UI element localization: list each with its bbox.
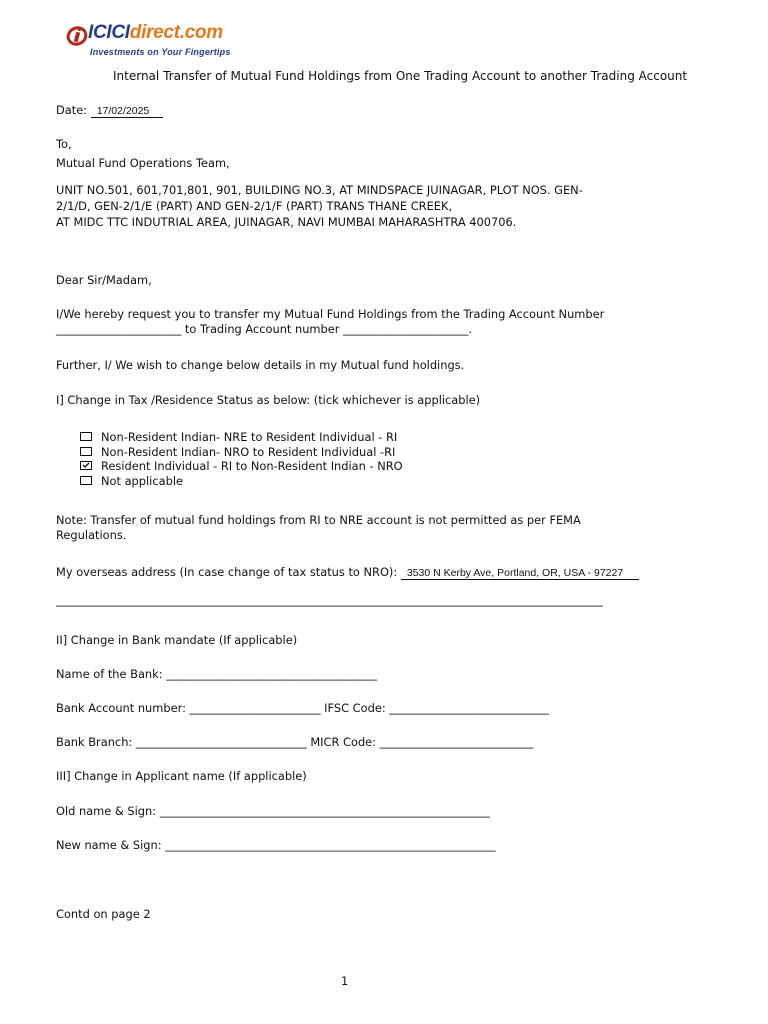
address-line-3: AT MIDC TTC INDUTRIAL AREA, JUINAGAR, NAVI MUMBAI MAHARASHTRA 400706. <box>56 215 517 229</box>
bank-branch-micr-row[interactable]: Bank Branch: ______________________________ MICR Code: ___________________________ <box>56 735 534 749</box>
date-row <box>56 103 163 118</box>
note-line-2: Regulations. <box>56 528 127 542</box>
continued-note: Contd on page 2 <box>56 907 151 921</box>
overseas-address-label: My overseas address (In case change of tax status to NRO): <box>56 565 398 579</box>
logo-brand-icici: ICICI <box>88 22 130 43</box>
note-line-1: Note: Transfer of mutual fund holdings from RI to NRE account is not permitted as per FEMA <box>56 513 581 527</box>
to-line: To, <box>56 137 72 151</box>
bank-name-field[interactable]: Name of the Bank: _____________________________________ <box>56 667 377 681</box>
logo-tagline: Investments on Your Fingertips <box>90 47 231 57</box>
section-1-heading: I] Change in Tax /Residence Status as below: (tick whichever is applicable) <box>56 393 481 407</box>
section-2-heading: II] Change in Bank mandate (If applicable) <box>56 633 298 647</box>
request-line-1: I/We hereby request you to transfer my Mutual Fund Holdings from the Trading Account Number <box>56 307 605 321</box>
recipient-line: Mutual Fund Operations Team, <box>56 156 230 170</box>
checkbox-checked[interactable] <box>80 461 92 470</box>
old-name-sign-field[interactable]: Old name & Sign: __________________________________________________________ <box>56 804 491 818</box>
logo-wordmark <box>88 22 223 44</box>
form-title: Internal Transfer of Mutual Fund Holdings from One Trading Account to another Trading Account <box>113 69 688 83</box>
overseas-address-line-2[interactable]: ________________________________________________________________________________________________ <box>56 593 603 607</box>
checkbox[interactable] <box>80 432 92 441</box>
request-line-2: ______________________ to Trading Account number ______________________. <box>56 322 472 336</box>
page-number: 1 <box>341 974 349 988</box>
logo-brand-direct: direct.com <box>129 22 223 43</box>
option-label: Non-Resident Indian- NRO to Resident Individual -RI <box>101 445 396 459</box>
option-label: Resident Individual - RI to Non-Resident Indian - NRO <box>101 459 403 473</box>
new-name-sign-field[interactable]: New name & Sign: __________________________________________________________ <box>56 838 496 852</box>
icici-logo-icon <box>66 24 88 46</box>
overseas-address-row <box>56 565 639 580</box>
icici-direct-logo <box>66 22 266 62</box>
check-mark-icon <box>82 462 90 468</box>
salutation: Dear Sir/Madam, <box>56 273 152 287</box>
checkbox[interactable] <box>80 476 92 485</box>
checkbox[interactable] <box>80 447 92 456</box>
overseas-address-value[interactable]: 3530 N Kerby Ave, Portland, OR, USA - 97227 <box>401 567 639 580</box>
date-label: Date: <box>56 103 88 117</box>
bank-account-ifsc-row[interactable]: Bank Account number: _______________________ IFSC Code: ____________________________ <box>56 701 549 715</box>
address-line-2: 2/1/D, GEN-2/1/E (PART) AND GEN-2/1/F (PART) TRANS THANE CREEK, <box>56 199 453 213</box>
section-3-heading: III] Change in Applicant name (If applicable) <box>56 769 307 783</box>
further-text: Further, I/ We wish to change below details in my Mutual fund holdings. <box>56 358 465 372</box>
option-label: Not applicable <box>101 474 183 488</box>
date-value: 17/02/2025 <box>91 105 164 118</box>
address-line-1: UNIT NO.501, 601,701,801, 901, BUILDING NO.3, AT MINDSPACE JUINAGAR, PLOT NOS. GEN- <box>56 183 583 197</box>
option-label: Non-Resident Indian- NRE to Resident Individual - RI <box>101 430 398 444</box>
